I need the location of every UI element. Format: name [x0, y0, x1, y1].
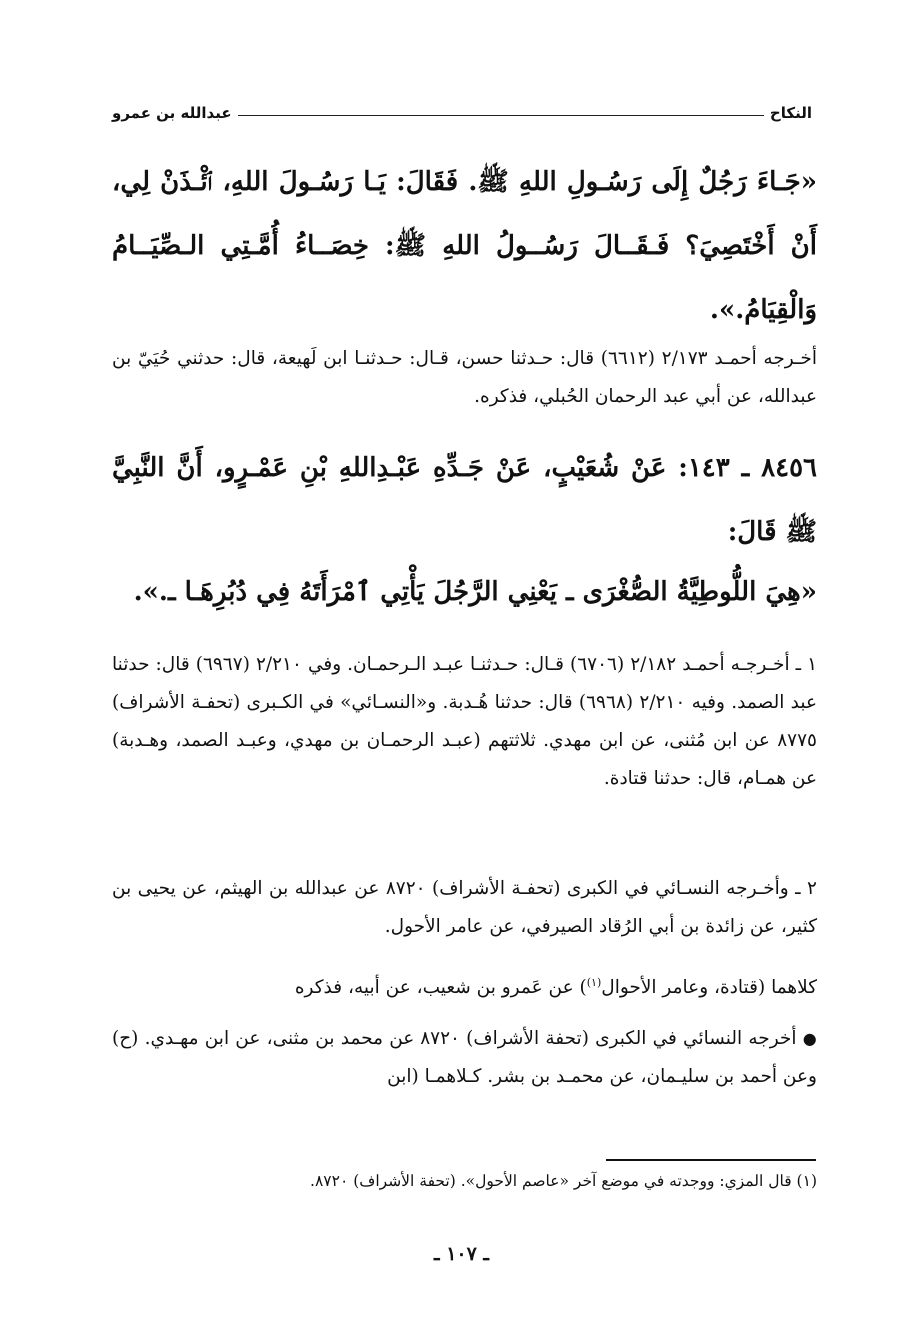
- running-header: [112, 100, 812, 126]
- header-narrator: عبدالله بن عمرو: [112, 104, 232, 122]
- footnote-divider: [606, 1159, 816, 1161]
- footnote-reference: (١): [586, 976, 602, 989]
- takhrij-paragraph-2a: ١ ـ أخـرجـه أحمـد ٢/١٨٢ (٦٧٠٦) قـال: حـدثنـا عبـد الـرحمـان. وفي ٢/٢١٠ (٦٩٦٧) قال: حدثنا عبد الصمد. وفيه ٢/٢١٠ (٦٩٦٨) قال: حدثنا هُـدبة. و«النسـائي» في الكـبرى (تحفـة الأشراف) ٨٧٧٥ عن ابن مُثنى، عن ابن مهدي. ثلاثتهم (عبـد الرحمـان بن مهدي، وعبـد الصمد، وهـدبة) عن همـام، قال: حدثنا قتادة.: [112, 654, 818, 789]
- page-number: ـ ١٠٧ ـ: [434, 1243, 489, 1265]
- takhrij-paragraph-2c: [112, 964, 817, 1007]
- header-rule: [238, 115, 764, 116]
- footnote-text: (١) قال المزي: ووجدته في موضع آخر «عاصم الأحول». (تحفة الأشراف) ٨٧٢٠.: [310, 1172, 817, 1190]
- header-chapter: النكاح: [769, 104, 812, 122]
- takhrij-2c-end: ) عن عَمرو بن شعيب، عن أبيه، فذكره: [294, 977, 587, 999]
- takhrij-2d-text: أخرجه النسائي في الكبرى (تحفة الأشراف) ٨٧٢٠ عن محمد بن مثنى، عن ابن مهـدي. (ح) وعن أحمد بن سليـمان، عن محمـد بن بشر. كـلاهمـا (ابن: [112, 1028, 817, 1087]
- hadith-heading-2: ٨٤٥٦ ـ ١٤٣: عَنْ شُعَيْبٍ، عَنْ جَـدِّهِ عَبْـدِاللهِ بْنِ عَمْـرٍو، أَنَّ النَّبِيَّ ﷺ قَالَ:: [112, 453, 817, 547]
- takhrij-2c-start: كلاهما (قتادة، وعامر الأحوال: [601, 977, 817, 999]
- takhrij-paragraph-1: أخـرجه أحمـد ٢/١٧٣ (٦٦١٢) قال: حـدثنا حسن، قـال: حـدثنـا ابن لَهيعة، قال: حدثني حُيَيّ بن عبدالله، عن أبي عبد الرحمان الحُبلي، فذكره.: [112, 348, 817, 407]
- takhrij-paragraph-2b: ٢ ـ وأخـرجه النسـائي في الكبرى (تحفـة الأشراف) ٨٧٢٠ عن عبدالله بن الهيثم، عن يحيى بن كثير، عن زائدة بن أبي الرُقاد الصيرفي، عن عامر الأحول.: [112, 878, 817, 937]
- hadith-text-1: «جَـاءَ رَجُلٌ إِلَى رَسُـولِ اللهِ ﷺ. فَقَالَ: يَـا رَسُـولَ اللهِ، ٱئْـذَنْ لِي، أَنْ أَخْتَصِيَ؟ فَـقَــالَ رَسُــولُ اللهِ ﷺ: خِصَــاءُ أُمَّـتِي الـصِّيَــامُ وَالْقِيَامُ.».: [112, 167, 817, 325]
- hadith-text-2: «هِيَ اللُّوطِيَّةُ الصُّغْرَى ـ يَعْنِي الرَّجُلَ يَأْتِي ٱمْرَأَتَهُ فِي دُبُرِهَـا ـ.».: [133, 577, 817, 607]
- takhrij-paragraph-2d: [112, 1020, 817, 1096]
- bullet-icon: ●: [802, 1029, 817, 1048]
